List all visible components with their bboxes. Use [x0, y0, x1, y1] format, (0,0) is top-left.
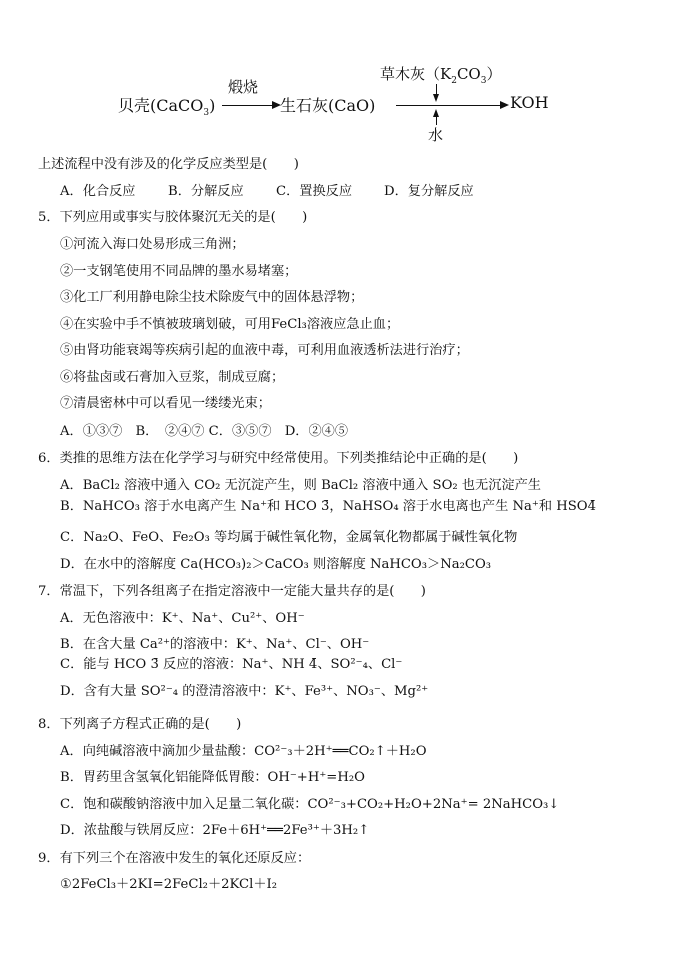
q7-stem: 7．常温下，下列各组离子在指定溶液中一定能大量共存的是( ): [38, 584, 426, 599]
lime-label: 生石灰(CaO): [280, 96, 376, 115]
q5-item-7: ⑦清晨密林中可以看见一缕缕光束；: [60, 396, 271, 411]
q5-item-6: ⑥将盐卤或石膏加入豆浆，制成豆腐；: [60, 370, 285, 385]
q6-option-c: C．Na₂O、FeO、Fe₂O₃ 等均属于碱性氧化物，金属氧化物都属于碱性氧化物: [60, 530, 518, 545]
q8-stem: 8．下列离子方程式正确的是( ): [38, 717, 242, 732]
q4-stem: 上述流程中没有涉及的化学反应类型是( ): [38, 157, 299, 172]
q5-stem: 5．下列应用或事实与胶体聚沉无关的是( ): [38, 210, 308, 225]
calcine-arrow: [222, 105, 274, 106]
q7-option-c: C．能与 HCO 3̄ 反应的溶液：Na⁺、NH 4̄、SO²⁻₄、Cl⁻: [60, 657, 403, 672]
process-flow-diagram: [0, 60, 688, 150]
q4-option-b: B．分解反应: [168, 184, 244, 199]
q7-option-b: B．在含大量 Ca²⁺的溶液中：K⁺、Na⁺、Cl⁻、OH⁻: [60, 637, 370, 652]
q5-item-2: ②一支钢笔使用不同品牌的墨水易堵塞；: [60, 264, 298, 279]
calcine-label: 煅烧: [228, 78, 259, 96]
q6-stem: 6．类推的思维方法在化学学习与研究中经常使用。下列类推结论中正确的是( ): [38, 451, 519, 466]
q5-item-4: ④在实验中手不慎被玻璃划破，可用FeCl₃溶液应急止血；: [60, 317, 400, 332]
q8-option-b: B．胃药里含氢氧化铝能降低胃酸：OH⁻+H⁺=H₂O: [60, 770, 365, 785]
q8-option-a: A．向纯碱溶液中滴加少量盐酸：CO²⁻₃＋2H⁺══CO₂↑＋H₂O: [60, 744, 427, 759]
q5-item-5: ⑤由肾功能衰竭等疾病引起的血液中毒，可利用血液透析法进行治疗；: [60, 343, 469, 358]
q6-option-a: A．BaCl₂ 溶液中通入 CO₂ 无沉淀产生，则 BaCl₂ 溶液中通入 SO₂ 也无沉淀产生: [60, 478, 541, 493]
q7-option-d: D．含有大量 SO²⁻₄ 的澄清溶液中：K⁺、Fe³⁺、NO₃⁻、Mg²⁺: [60, 684, 429, 699]
q4-option-d: D．复分解反应: [384, 184, 474, 199]
ash-arrowhead: [433, 94, 439, 102]
q4-option-c: C．置换反应: [276, 184, 353, 199]
q8-option-d: D．浓盐酸与铁屑反应：2Fe＋6H⁺══2Fe³⁺＋3H₂↑: [60, 823, 370, 838]
q5-options: A．①③⑦ B． ②④⑦ C．③⑤⑦ D．②④⑤: [60, 424, 349, 439]
q7-option-a: A．无色溶液中：K⁺、Na⁺、Cu²⁺、OH⁻: [60, 611, 305, 626]
q5-item-3: ③化工厂利用静电除尘技术除废气中的固体悬浮物；: [60, 290, 364, 305]
reaction-arrow: [396, 105, 502, 106]
q8-option-c: C．饱和碳酸钠溶液中加入足量二氧化碳：CO²⁻₃+CO₂+H₂O+2Na⁺= 2NaHCO₃↓: [60, 797, 560, 812]
reaction-arrowhead: [500, 101, 509, 109]
q9-item-1: ①2FeCl₃＋2KI=2FeCl₂＋2KCl＋I₂: [60, 877, 278, 892]
product-label: KOH: [510, 93, 549, 112]
ash-label: 草木灰$(K_2CO_3)$: [380, 65, 502, 86]
shell-label: 贝壳(CaCO$_3$): [118, 96, 216, 119]
water-label: 水: [428, 126, 444, 144]
q9-stem: 9．有下列三个在溶液中发生的氧化还原反应：: [38, 851, 311, 866]
q6-option-b: B．NaHCO₃ 溶于水电离产生 Na⁺和 HCO 3̄，NaHSO₄ 溶于水电离也产生 Na⁺和 HSO4̄: [60, 499, 596, 514]
q6-option-d: D．在水中的溶解度 Ca(HCO₃)₂＞CaCO₃ 则溶解度 NaHCO₃＞Na₂CO₃: [60, 557, 492, 572]
q4-options: [60, 183, 474, 201]
q5-item-1: ①河流入海口处易形成三角洲；: [60, 237, 245, 252]
q4-option-a: A．化合反应: [60, 184, 136, 199]
